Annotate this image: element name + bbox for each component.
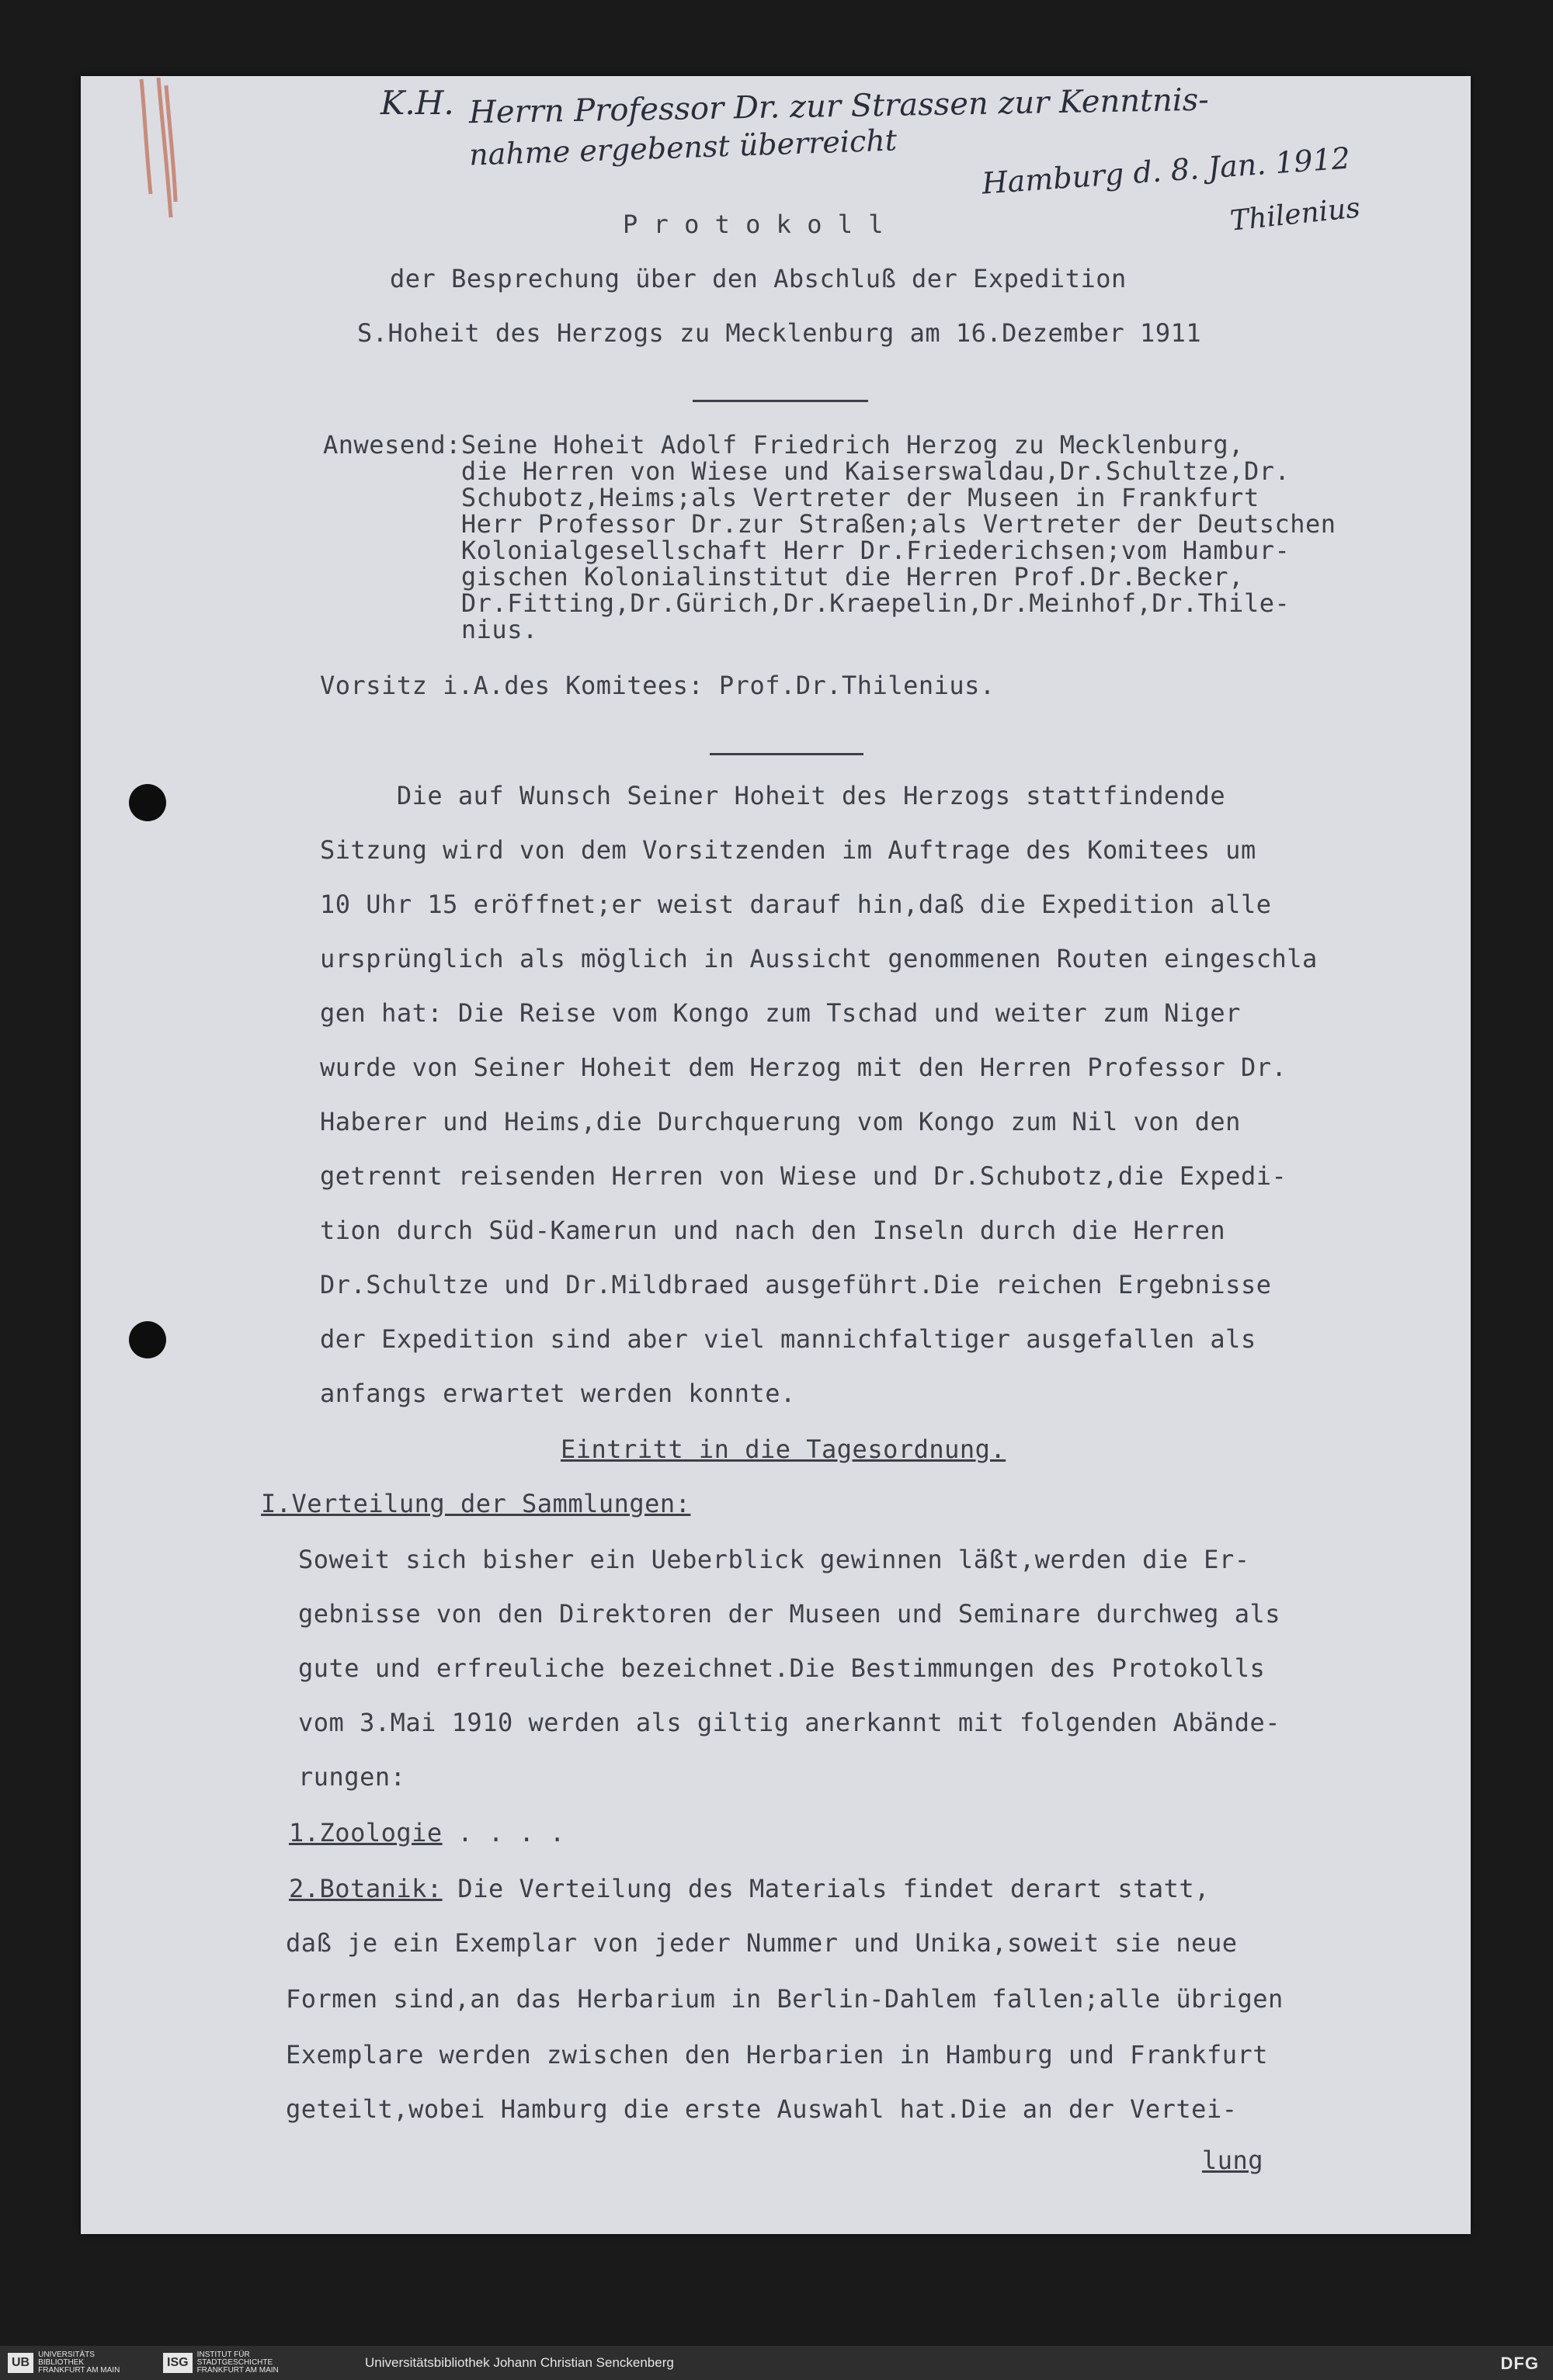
document-sheet (81, 76, 1471, 2234)
document-subtitle-line1: der Besprechung über den Abschluß der Expedition (390, 264, 1127, 293)
intro-line: Die auf Wunsch Seiner Hoheit des Herzogs stattfindende (320, 781, 1226, 810)
intro-line: Dr.Schultze und Dr.Mildbraed ausgeführt.Die reichen Ergebnisse (320, 1270, 1272, 1299)
intro-line: anfangs erwartet werden konnte. (320, 1379, 796, 1408)
isg-logo-line2: STADTGESCHICHTE (196, 2358, 273, 2367)
library-credit: Universitätsbibliothek Johann Christian Senckenberg (365, 2355, 674, 2370)
item2-line: geteilt,wobei Hamburg die erste Auswahl hat.Die an der Vertei- (286, 2094, 1238, 2124)
intro-line: tion durch Süd-Kamerun und nach den Inseln durch die Herren (320, 1216, 1226, 1245)
ub-logo-line3: FRANKFURT AM MAIN (38, 2366, 120, 2375)
ub-logo-text (38, 2351, 120, 2375)
ub-logo-box: UB (8, 2353, 33, 2373)
item2-line: Exemplare werden zwischen den Herbarien in Hamburg und Frankfurt (286, 2040, 1268, 2069)
item2-first: Die Verteilung des Materials findet derart statt, (442, 1874, 1210, 1903)
intro-line: gen hat: Die Reise vom Kongo zum Tschad und weiter zum Niger (320, 998, 1241, 1028)
attendees-line: gischen Kolonialinstitut die Herren Prof.Dr.Becker, (323, 562, 1244, 592)
attendees-line: Dr.Fitting,Dr.Gürich,Dr.Kraepelin,Dr.Meinhof,Dr.Thile- (323, 588, 1291, 618)
attendees-line: Kolonialgesellschaft Herr Dr.Friederichsen;vom Hambur- (323, 536, 1291, 565)
ub-logo-line2: BIBLIOTHEK (38, 2358, 85, 2367)
punch-hole-top (129, 784, 166, 821)
item2-line: Formen sind,an das Herbarium in Berlin-Dahlem fallen;alle übrigen (286, 1984, 1284, 2014)
handwritten-note-line1: Herrn Professor Dr. zur Strassen zur Kenntnis- (468, 82, 1210, 131)
item2-label: 2.Botanik: (289, 1874, 443, 1903)
section1-heading: I.Verteilung der Sammlungen: (261, 1489, 691, 1518)
red-pencil-mark (135, 78, 189, 233)
section1-line: gute und erfreuliche bezeichnet.Die Bestimmungen des Protokolls (298, 1653, 1266, 1683)
section1-line: gebnisse von den Direktoren der Museen und Seminare durchweg als (298, 1599, 1280, 1629)
document-title: P r o t o k o l l (623, 210, 884, 239)
isg-logo-line3: FRANKFURT AM MAIN (196, 2366, 279, 2375)
isg-logo-text (197, 2351, 279, 2375)
intro-line: der Expedition sind aber viel mannichfaltiger ausgefallen als (320, 1324, 1256, 1354)
chair-divider (710, 753, 863, 755)
viewer-footer (0, 2346, 1553, 2380)
attendees-line: Herr Professor Dr.zur Straßen;als Vertreter der Deutschen (323, 509, 1336, 539)
item2-line: daß je ein Exemplar von jeder Nummer und Unika,soweit sie neue (286, 1928, 1238, 1958)
title-divider (693, 400, 868, 402)
handwritten-initials: K.H. (380, 84, 454, 122)
attendees-line: die Herren von Wiese und Kaiserswaldau,Dr.Schultze,Dr. (323, 456, 1291, 486)
isg-logo-line1: INSTITUT FÜR (196, 2351, 250, 2359)
isg-logo-box: ISG (163, 2353, 193, 2373)
handwritten-signature: Thilenius (1228, 192, 1362, 238)
section1-line: Soweit sich bisher ein Ueberblick gewinnen läßt,werden die Er- (298, 1545, 1250, 1574)
agenda-heading: Eintritt in die Tagesordnung. (561, 1435, 1006, 1464)
handwritten-note-line2: nahme ergebenst überreicht (468, 123, 898, 172)
handwritten-date: Hamburg d. 8. Jan. 1912 (981, 141, 1352, 201)
punch-hole-bottom (129, 1321, 166, 1358)
item1-rest: . . . . (442, 1818, 565, 1847)
ub-logo (8, 2351, 120, 2375)
ub-logo-line1: UNIVERSITÄTS (38, 2351, 95, 2359)
item1-line (289, 1818, 565, 1847)
intro-line: wurde von Seiner Hoheit dem Herzog mit den Herren Professor Dr. (320, 1053, 1287, 1082)
intro-line: 10 Uhr 15 eröffnet;er weist darauf hin,daß die Expedition alle (320, 890, 1272, 919)
chair-line: Vorsitz i.A.des Komitees: Prof.Dr.Thilenius. (320, 671, 995, 700)
intro-line: getrennt reisenden Herren von Wiese und Dr.Schubotz,die Expedi- (320, 1161, 1287, 1191)
document-subtitle-line2: S.Hoheit des Herzogs zu Mecklenburg am 16.Dezember 1911 (357, 318, 1202, 348)
attendees-line: nius. (323, 615, 538, 644)
dfg-logo: DFG (1500, 2354, 1539, 2373)
attendees-line: Schubotz,Heims;als Vertreter der Museen in Frankfurt (323, 483, 1259, 512)
item2-line (289, 1874, 1210, 1903)
isg-logo (163, 2351, 279, 2375)
attendees-line: Anwesend:Seine Hoheit Adolf Friedrich Herzog zu Mecklenburg, (323, 430, 1244, 460)
catchword: lung (1202, 2146, 1264, 2175)
intro-line: Sitzung wird von dem Vorsitzenden im Auftrage des Komitees um (320, 835, 1256, 865)
section1-line: vom 3.Mai 1910 werden als giltig anerkannt mit folgenden Abände- (298, 1708, 1280, 1737)
item1-label: 1.Zoologie (289, 1818, 443, 1847)
intro-line: ursprünglich als möglich in Aussicht genommenen Routen eingeschla (320, 944, 1318, 973)
section1-line: rungen: (298, 1762, 406, 1792)
intro-line: Haberer und Heims,die Durchquerung vom Kongo zum Nil von den (320, 1107, 1241, 1136)
